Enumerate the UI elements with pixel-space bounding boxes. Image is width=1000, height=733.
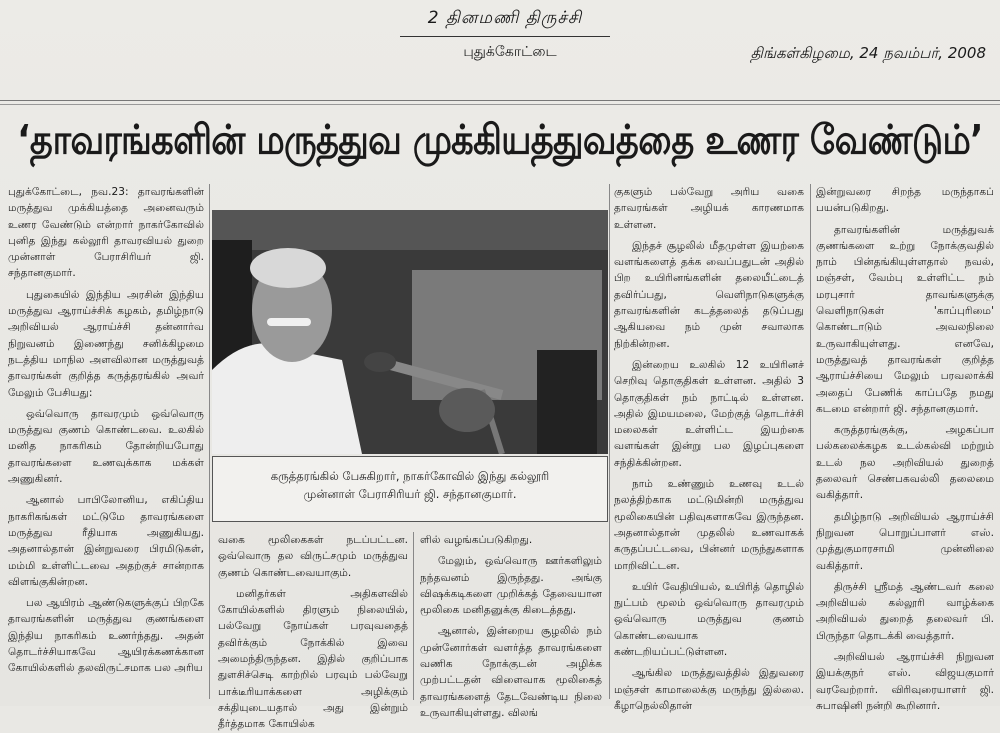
paragraph: இன்றுவரை சிறந்த மருந்தாகப் பயன்படுகிறது.	[816, 186, 994, 215]
paragraph: ஆனால் பாபிலோனிய, எகிப்திய நாகரிகங்கள் மட்டுமே தாவரங்களை மருத்துவ ரீதியாக அணுகியது. அதனால்தான் இன்றுவரை பிரமிடுகள், மம்மி உள்ளிட்டவை அதற்குச் சான்றாக விளங்குகின்றன.	[8, 494, 204, 588]
paragraph: உயிர் வேதியியல், உயிரித் தொழில் நுட்பம் மூலம் ஒவ்வொரு தாவரமும் ஒவ்வொரு மருத்துவ குணம் கொண்டவையாக கண்டறியப்பட்டுள்ளன.	[614, 580, 804, 659]
paragraph: திருச்சி ஸ்ரீமத் ஆண்டவர் கலை அறிவியல் கல்லூரி வாழ்க்கை அறிவியல் துறைத் தலைவர் பி. பிருந்தா தொடக்கி வைத்தார்.	[816, 580, 994, 642]
caption-line-1: கருத்தரங்கில் பேசுகிறார், நாகர்கோவில் இந்து கல்லூரி	[270, 469, 550, 483]
paragraph: இந்தச் சூழலில் மீதமுள்ள இயற்கை வளங்களைத் தக்க வைப்பதுடன் அதில் பிற உயிரினங்களின் தலையீட்டைத் தவிர்ப்பது, வெளிநாடுகளுக்கு தாவரங்களின் கடத்தலைத் தடுப்பது ஆகியவை நம் முன் சவாலாக நிற்கின்றன.	[614, 239, 804, 350]
paragraph: கருத்தரங்குக்கு, அழகப்பா பல்கலைக்கழக உடல்கல்வி மற்றும் உடல் நல அறிவியல் துறைத் தலைவர் செண்பகவல்லி தலைமை வகித்தார்.	[816, 424, 994, 502]
paragraph: அறிவியல் ஆராய்ச்சி நிறுவன இயக்குநர் எஸ். விஜயகுமார் வரவேற்றார். விரிவுரையாளர் ஜி. சுபாஷினி நன்றி கூறினார்.	[816, 651, 994, 712]
paragraph: ஆங்கில மருத்துவத்தில் இதுவரை மஞ்சள் காமாலைக்கு மருந்து இல்லை. கீழாநெல்லிதான்	[614, 667, 804, 712]
column-divider	[810, 184, 811, 699]
paragraph: குகளும் பல்வேறு அரிய வகை தாவரங்கள் அழியக் காரணமாக உள்ளன.	[614, 186, 804, 231]
column-divider	[609, 184, 610, 699]
paragraph: வகை மூலிகைகள் நடப்பட்டன. ஒவ்வொரு தல விருட்சமும் மருத்துவ குணம் கொண்டவையாகும்.	[218, 534, 408, 579]
paragraph: ஒவ்வொரு தாவரமும் ஒவ்வொரு மருத்துவ குணம் கொண்டவை. உலகில் மனித நாகரிகம் தோன்றியபோது தாவரங்களை உணவுக்காக மக்கள் அணுகினர்.	[8, 407, 204, 486]
caption-line-2: முன்னாள் பேராசிரியர் ஜி. சந்தானகுமார்.	[303, 487, 517, 501]
paragraph: இன்றைய உலகில் 12 உயிரினச் செறிவு தொகுதிகள் உள்ளன. அதில் 3 தொகுதிகள் நம் நாட்டில் உள்ளன. அதில் இமயமலை, மேற்குத் தொடர்ச்சி மலைகள் உள்ளிட்ட இயற்கை வளங்கள் இன்று பல இழப்புகளை சந்திக்கின்றன.	[614, 358, 804, 469]
speaker-photo-illustration	[212, 210, 608, 454]
paragraph: புதுகையில் இந்திய அரசின் இந்திய மருத்துவ ஆராய்ச்சிக் கழகம், தமிழ்நாடு அறிவியல் ஆராய்ச்சி தன்னார்வ நிறுவனம் இணைந்து சனிக்கிழமை நடத்திய மாநில அளவிலான மருத்துவத் தாவரங்கள் குறித்த கருத்தரங்கில் அவர் மேலும் பேசியது:	[8, 288, 204, 399]
paragraph: புதுக்கோட்டை, நவ.23: தாவரங்களின் மருத்துவ முக்கியத்தை அனைவரும் உணர வேண்டும் என்றார் நாகர்கோவில் புனித இந்து கல்லூரி தாவரவியல் துறை முன்னாள் பேராசிரியர் ஜி. சந்தானகுமார்.	[8, 186, 204, 280]
paragraph: நாம் உண்ணும் உணவு உடல் நலத்திற்காக மட்டுமின்றி மருத்துவ மூலிகையின் பதிவுகளாகவே இருந்தன. அதனால்தான் முதலில் உணவாகக் கருதப்பட்டவை, பின்னர் மருந்துகளாக மாறிவிட்டன.	[614, 478, 804, 572]
photo-caption	[212, 456, 608, 522]
paragraph: ஆனால், இன்றைய சூழலில் நம் முன்னோர்கள் வளர்த்த தாவரங்களை வணிக நோக்குடன் அழிக்க முற்பட்டதன் விளைவாக மூலிகைத் தாவரங்களைத் தேடவேண்டிய நிலை உருவாகியுள்ளது. விலங்	[420, 625, 602, 719]
paragraph: பல ஆயிரம் ஆண்டுகளுக்குப் பிறகே தாவரங்களின் மருத்துவ குணங்களை இந்திய நாகரிகம் உணர்ந்தது. அதன் தொடர்ச்சியாகவே ஆயிரக்கணக்கான கோயில்களில் தலவிருட்சமாக பல அரிய	[8, 597, 204, 675]
article-photo	[212, 210, 608, 454]
paragraph: ளில் வழங்கப்படுகிறது.	[420, 534, 533, 546]
article-headline: ‘தாவரங்களின் மருத்துவ முக்கியத்துவத்தை உணர வேண்டும்’	[17, 118, 983, 164]
article-column-1	[8, 184, 204, 704]
article-column-5	[816, 184, 994, 712]
paragraph: மேலும், ஒவ்வொரு ஊர்களிலும் நந்தவனம் இருந்தது. அங்கு விஷக்கடிகளை முறிக்கத் தேவையான மூலிகை மனிதனுக்கு கிடைத்தது.	[420, 555, 602, 617]
column-divider	[209, 184, 210, 699]
column-divider	[413, 532, 414, 700]
paragraph: மனிதர்கள் அதிகளவில் கோயில்களில் திரளும் நிலையில், பல்வேறு நோய்கள் பரவுவதைத் தவிர்க்கும் நோக்கில் இவை அமைந்திருந்தன. இதில் குறிப்பாக துளசிச்செடி காற்றில் பரவும் பல்வேறு பாக்டீரியாக்களை அழிக்கும் சக்தியுடையதால் அது இன்றும் தீர்த்தமாக கோயில்க	[218, 587, 408, 731]
article-column-3	[420, 532, 602, 719]
article-column-2	[218, 532, 408, 731]
article-column-4	[614, 184, 804, 712]
paragraph: தாவரங்களின் மருத்துவக் குணங்களை உற்று நோக்குவதில் நாம் பின்தங்கியுள்ளதால் நவல், மஞ்சள், வேம்பு உள்ளிட்ட நம் மரபுசார் தாவங்களுக்கு வெளிநாடுகள் 'காப்புரிமை' கொண்டாடும் அவலநிலை உருவாகியுள்ளது. எனவே, மருத்துவத் தாவரங்கள் குறித்த ஆராய்ச்சியை மேலும் பரவலாக்கி அதைப் பேணிக் காப்பதே நமது கடமை என்றார் ஜி. சந்தானகுமார்.	[816, 223, 994, 415]
edition-label: புதுக்கோட்டை	[463, 44, 557, 60]
paragraph: தமிழ்நாடு அறிவியல் ஆராய்ச்சி நிறுவன பொறுப்பாளர் எஸ். முத்துகுமாரசாமி முன்னிலை வகித்தார்.	[816, 510, 994, 572]
date-line: திங்கள்கிழமை, 24 நவம்பர், 2008	[750, 44, 986, 62]
newspaper-name: 2 தினமணி திருச்சி	[340, 8, 670, 30]
